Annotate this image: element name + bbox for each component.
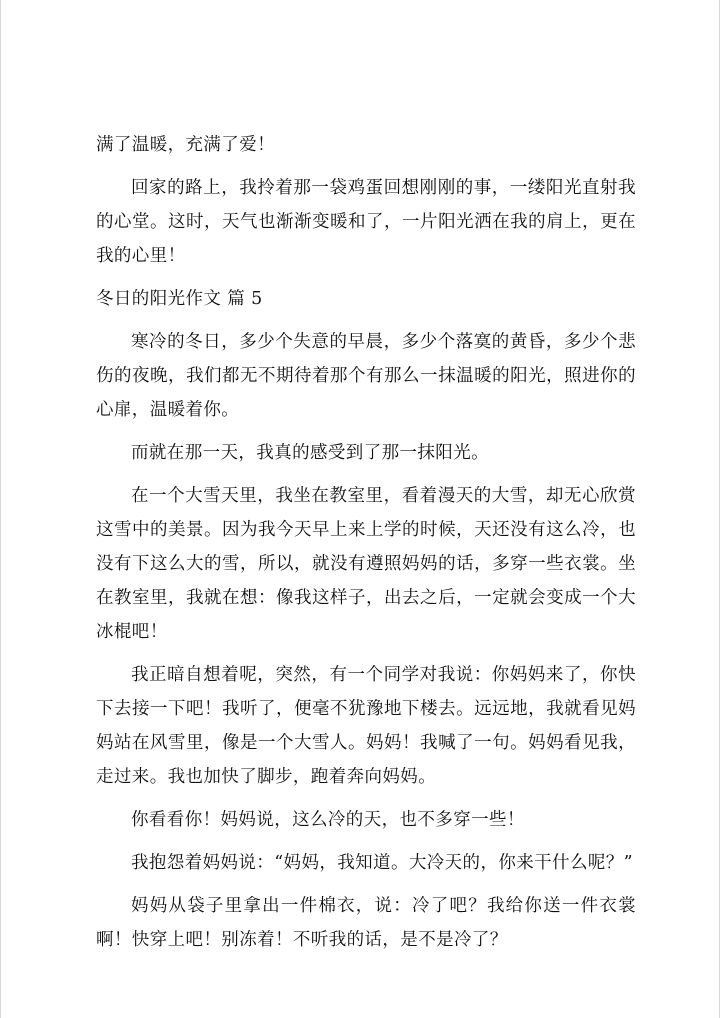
paragraph: 我正暗自想着呢，突然，有一个同学对我说：你妈妈来了，你快下去接一下吧！我听了，便毫不犹豫地下楼去。远远地，我就看见妈妈站在风雪里，像是一个大雪人。妈妈！我喊了一句。妈妈看见我，走过来。我也加快了脚步，跑着奔向妈妈。 — [96, 665, 636, 787]
paragraph: 在一个大雪天里，我坐在教室里，看着漫天的大雪，却无心欣赏这雪中的美景。因为我今天早上来上学的时候，天还没有这么冷，也没有下这么大的雪，所以，就没有遵照妈妈的话，多穿一些衣裳。坐在教室里，我就在想：像我这样子，出去之后，一定就会变成一个大冰棍吧！ — [96, 486, 636, 642]
paragraph: 回家的路上，我拎着那一袋鸡蛋回想刚刚的事，一缕阳光直射我的心堂。这时，天气也渐渐变暖和了，一片阳光洒在我的肩上，更在我的心里！ — [96, 178, 636, 266]
paragraph: 而就在那一天，我真的感受到了那一抹阳光。 — [131, 443, 489, 463]
paragraph: 寒冷的冬日，多少个失意的早晨，多少个落寞的黄昏，多少个悲伤的夜晚，我们都无不期待着那个有那么一抹温暖的阳光，照进你的心扉，温暖着你。 — [96, 332, 636, 420]
paragraph: 满了温暖，充满了爱！ — [96, 135, 275, 155]
paragraph: 你看看你！妈妈说，这么冷的天，也不多穿一些！ — [131, 810, 525, 830]
paragraph: 我抱怨着妈妈说：“妈妈，我知道。大冷天的，你来干什么呢？” — [131, 853, 633, 873]
section-heading: 冬日的阳光作文 篇 5 — [96, 289, 263, 309]
document-body — [96, 128, 636, 966]
paragraph: 妈妈从袋子里拿出一件棉衣，说：冷了吧？我给你送一件衣裳啊！快穿上吧！别冻着！不听我的话，是不是冷了？ — [96, 896, 636, 950]
